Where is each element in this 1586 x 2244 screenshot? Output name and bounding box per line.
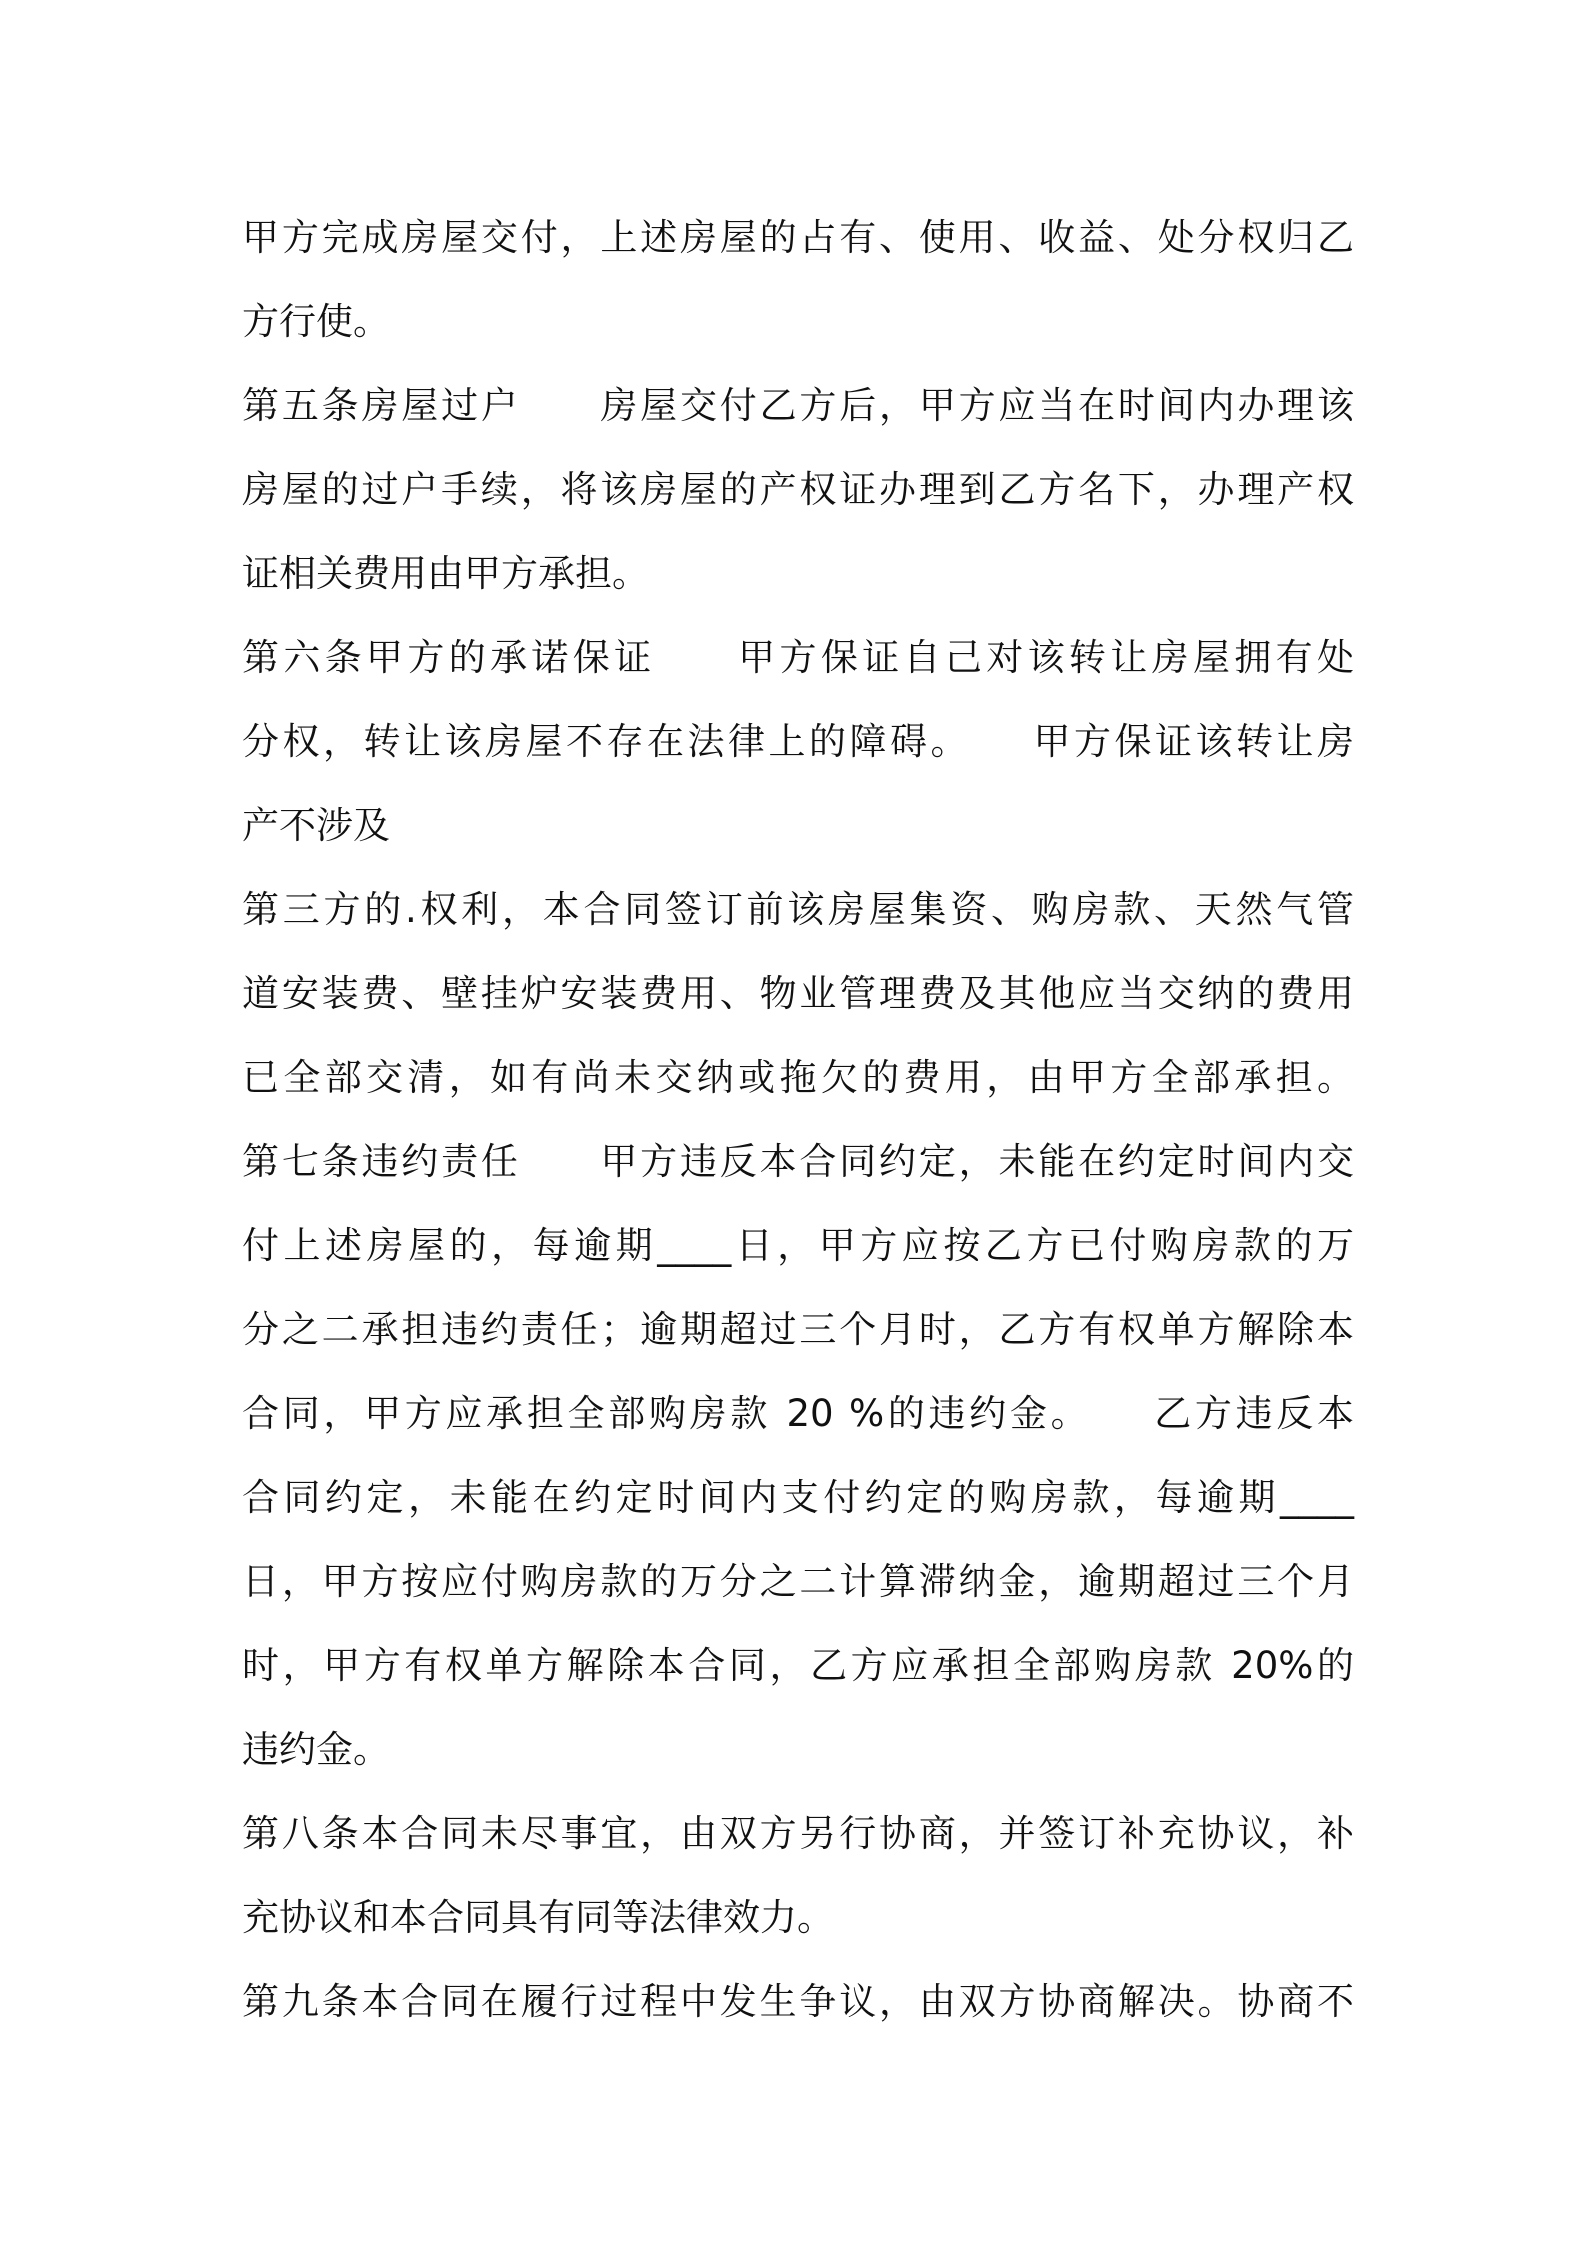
text-line: 房屋的过户手续，将该房屋的产权证办理到乙方名下，办理产权 — [242, 468, 1354, 511]
text-line: 方行使。 — [242, 300, 390, 343]
text-line: 第六条甲方的承诺保证 甲方保证自己对该转让房屋拥有处 — [242, 636, 1354, 679]
text-line: 分之二承担违约责任；逾期超过三个月时，乙方有权单方解除本 — [242, 1308, 1354, 1351]
text-line: 甲方完成房屋交付，上述房屋的占有、使用、收益、处分权归乙 — [242, 216, 1354, 259]
text-line: 第七条违约责任 甲方违反本合同约定，未能在约定时间内交 — [242, 1140, 1354, 1183]
text-line: 第五条房屋过户 房屋交付乙方后，甲方应当在时间内办理该 — [242, 384, 1354, 427]
text-line: 合同约定，未能在约定时间内支付约定的购房款，每逾期____ — [242, 1476, 1354, 1519]
text-line: 道安装费、壁挂炉安装费用、物业管理费及其他应当交纳的费用 — [242, 972, 1354, 1015]
text-line: 充协议和本合同具有同等法律效力。 — [242, 1896, 834, 1939]
text-line: 第八条本合同未尽事宜，由双方另行协商，并签订补充协议，补 — [242, 1812, 1354, 1855]
contract-text-body — [242, 196, 1354, 2044]
text-line: 分权，转让该房屋不存在法律上的障碍。 甲方保证该转让房 — [242, 720, 1354, 763]
text-line: 第三方的.权利，本合同签订前该房屋集资、购房款、天然气管 — [242, 888, 1354, 931]
text-line: 合同，甲方应承担全部购房款 20 %的违约金。 乙方违反本 — [242, 1392, 1354, 1435]
text-line: 证相关费用由甲方承担。 — [242, 552, 649, 595]
text-line: 第九条本合同在履行过程中发生争议，由双方协商解决。协商不 — [242, 1980, 1354, 2023]
text-line: 已全部交清，如有尚未交纳或拖欠的费用，由甲方全部承担。 — [242, 1056, 1354, 1099]
text-line: 产不涉及 — [242, 804, 390, 847]
text-line: 日，甲方按应付购房款的万分之二计算滞纳金，逾期超过三个月 — [242, 1560, 1354, 1603]
text-line: 付上述房屋的，每逾期____日，甲方应按乙方已付购房款的万 — [242, 1224, 1354, 1267]
text-line: 违约金。 — [242, 1728, 390, 1771]
text-line: 时，甲方有权单方解除本合同，乙方应承担全部购房款 20%的 — [242, 1644, 1354, 1687]
